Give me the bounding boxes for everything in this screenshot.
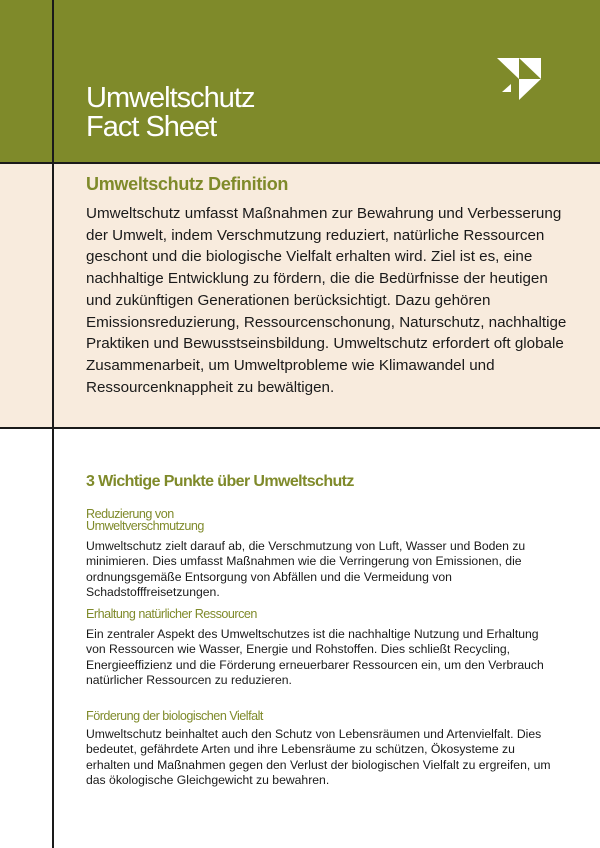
triangle-pattern-icon — [497, 58, 541, 100]
points-heading: 3 Wichtige Punkte über Umweltschutz — [86, 473, 354, 490]
point-1-title-line-2: Umweltverschmutzung — [86, 519, 204, 533]
left-vertical-rule — [52, 0, 54, 848]
point-3-body: Umweltschutz beinhaltet auch den Schutz von Lebensräumen und Artenvielfalt. Dies bedeutet, gefährdete Arten und ihre Lebensräume zu schützen, Ökosysteme zu erhalten und Maßnahmen gegen den Verlust der biologischen Vielfalt zu ergreifen, um das ökologische Gleichgewicht zu bewahren. — [86, 727, 551, 788]
definition-heading: Umweltschutz Definition — [86, 174, 289, 194]
point-1-title — [86, 508, 204, 532]
point-2-title — [86, 608, 257, 620]
header-divider — [0, 162, 600, 164]
title-line-2: Fact Sheet — [86, 111, 217, 143]
point-1-body: Umweltschutz zielt darauf ab, die Verschmutzung von Luft, Wasser und Boden zu minimieren. Dies umfasst Maßnahmen wie die Verringerung von Emissionen, die ordnungsgemäße Entsorgung von Abfällen und die Vermeidung von Schadstofffreisetzungen. — [86, 539, 526, 600]
point-1-title-line-1: Reduzierung von — [86, 507, 174, 521]
section-divider — [0, 427, 600, 429]
point-2-title-line-1: Erhaltung natürlicher Ressourcen — [86, 607, 257, 621]
point-2-body: Ein zentraler Aspekt des Umweltschutzes ist die nachhaltige Nutzung und Erhaltung von Ressourcen wie Wasser, Energie und Rohstoffen. Dies schließt Recycling, Energieeffizienz und die Förderung erneuerbarer Ressourcen ein, um den Verbrauch natürlicher Ressourcen zu reduzieren. — [86, 627, 544, 688]
point-3-title — [86, 710, 263, 722]
page-title — [86, 84, 255, 142]
title-line-1: Umweltschutz — [86, 82, 255, 114]
definition-text: Umweltschutz umfasst Maßnahmen zur Bewahrung und Verbesserung der Umwelt, indem Verschmutzung reduziert, natürliche Ressourcen geschont und die biologische Vielfalt erhalten wird. Ziel ist es, eine nachhaltige Entwicklung zu fördern, die die Bedürfnisse der heutigen und zukünftigen Generationen berücksichtigt. Dazu gehören Emissionsreduzierung, Ressourcenschonung, Naturschutz, nachhaltige Praktiken und Bewusstseinsbildung. Umweltschutz erfordert oft globale Zusammenarbeit, um Umweltprobleme wie Klimawandel und Ressourcenknappheit zu bewältigen. — [86, 205, 567, 396]
point-3-title-line-1: Förderung der biologischen Vielfalt — [86, 709, 263, 723]
